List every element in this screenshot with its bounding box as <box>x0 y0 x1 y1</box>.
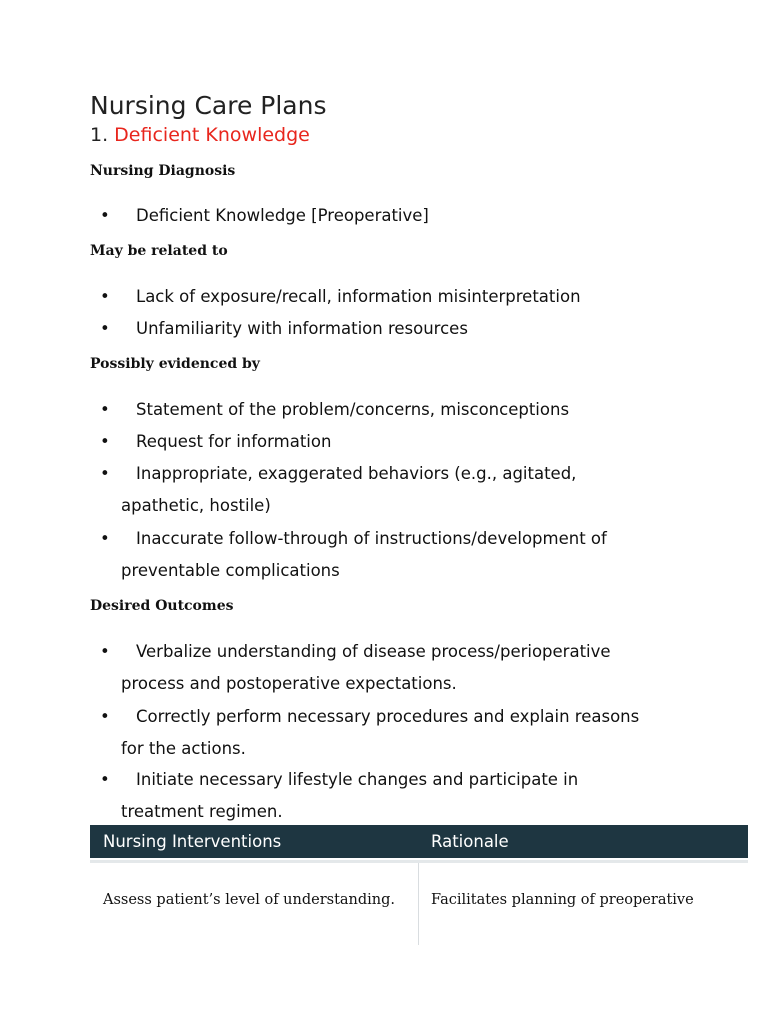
evidenced-by-heading: Possibly evidenced by <box>90 356 260 372</box>
document-title: Nursing Care Plans <box>90 91 327 120</box>
section-title: Deficient Knowledge <box>108 124 310 146</box>
bullet-icon: • <box>100 707 110 726</box>
table-cell: Facilitates planning of preoperative <box>431 892 694 908</box>
bullet-icon: • <box>100 464 110 483</box>
document-page: Nursing Care Plans 1. Deficient Knowledge Nursing Diagnosis • Deficient Knowledge [Preoperative] May be related to • Lack of exposure/recall, information misinterpretation • Unfamiliarity with information resources Possibly evidenced by • Statement of the problem/concerns, misconceptions • Request for information • Inappropriate, exaggerated behaviors (e.g., agitated, apathetic, hostile) • Inaccurate follow-through of instructions/development of preventable complications Desired Outcomes • Verbalize understanding of disease process/perioperative process and postoperative expectations. • Correctly perform necessary procedures and explain reasons for the actions. • Initiate necessary lifestyle changes and participate in treatment regimen. Nursing Interventions Rationale Assess patient’s level of understanding. Facilitates planning of preoperative <box>0 0 768 1024</box>
bullet-icon: • <box>100 770 110 789</box>
bullet-icon: • <box>100 642 110 661</box>
desired-outcomes-heading: Desired Outcomes <box>90 598 234 614</box>
table-cell: Assess patient’s level of understanding. <box>103 892 396 908</box>
bullet-icon: • <box>100 432 110 451</box>
bullet-icon: • <box>100 319 110 338</box>
bullet-icon: • <box>100 206 110 225</box>
bullet-icon: • <box>100 400 110 419</box>
nursing-diagnosis-heading: Nursing Diagnosis <box>90 163 236 179</box>
column-divider <box>418 863 419 945</box>
section-number: 1. <box>90 124 109 146</box>
related-to-heading: May be related to <box>90 243 228 259</box>
header-nursing-interventions: Nursing Interventions <box>103 832 282 851</box>
bullet-icon: • <box>100 287 110 306</box>
section-heading <box>90 121 310 149</box>
table-header <box>90 825 748 858</box>
header-rationale: Rationale <box>431 832 509 851</box>
bullet-icon: • <box>100 529 110 548</box>
header-divider <box>90 860 748 863</box>
